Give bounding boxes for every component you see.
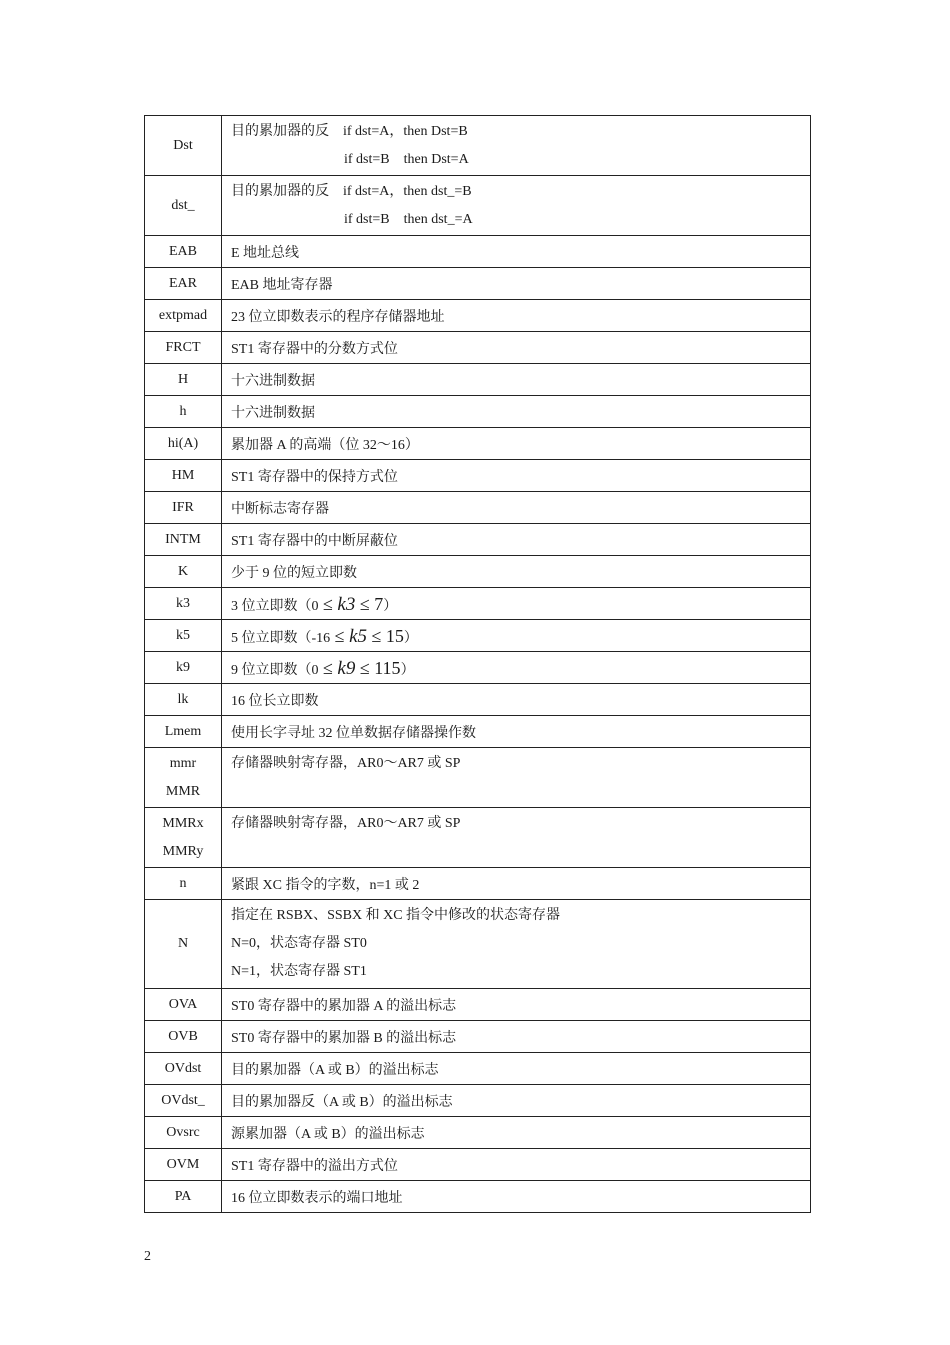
term-cell [145,428,222,460]
table-row [145,588,811,620]
description-cell [222,1181,811,1213]
description-line: 源累加器（A 或 B）的溢出标志 [231,1126,425,1142]
description-line [231,590,810,618]
description-cell [222,989,811,1021]
term-cell [145,620,222,652]
description-cell [222,492,811,524]
table-row [145,1021,811,1053]
term-text: h [179,403,187,419]
table-row [145,620,811,652]
term-text: H [177,371,189,387]
description-line: 累加器 A 的高端（位 32～16） [231,437,419,453]
description-line: 十六进制数据 [231,405,315,421]
term-cell [145,1117,222,1149]
description-line: N=0，状态寄存器 ST0 [231,936,367,951]
description-line: ST0 寄存器中的累加器 A 的溢出标志 [231,998,457,1014]
condition-text: if dst=B then dst_=A [344,211,473,227]
description-cell [222,332,811,364]
description-cell [222,556,811,588]
range-high: 7 [374,593,384,614]
description-line: EAB 地址寄存器 [231,277,333,293]
description-line: 紧跟 XC 指令的字数，n=1 或 2 [231,877,420,893]
term-cell [145,556,222,588]
term-cell [145,808,222,868]
table-row [145,868,811,900]
description-line: 目的累加器反（A 或 B）的溢出标志 [231,1094,453,1110]
description-line: 中断标志寄存器 [231,501,329,517]
table-row [145,808,811,868]
description-cell [222,300,811,332]
description-cell [222,1021,811,1053]
description-cell [222,1085,811,1117]
term-text: N [177,936,189,951]
range-low: -16 [311,630,331,646]
term-cell [145,364,222,396]
table-row [145,1117,811,1149]
term-text: OVM [166,1156,200,1172]
term-cell [145,1181,222,1213]
description-cell [222,1053,811,1085]
description-cell [222,1149,811,1181]
description-line [231,146,810,174]
term-text: OVA [168,996,198,1012]
description-prefix: 3 位立即数（ [231,598,312,614]
term-cell [145,1053,222,1085]
term-cell [145,396,222,428]
term-text: extpmad [158,307,208,323]
spacer [231,838,810,866]
term-cell [145,868,222,900]
term-cell [145,492,222,524]
description-cell [222,176,811,236]
description-prefix: 5 位立即数（ [231,630,312,646]
term-cell [145,332,222,364]
table-row [145,748,811,808]
description-line [231,206,810,234]
range-variable: k5 [349,625,367,647]
description-line: 指定在 RSBX、SSBX 和 XC 指令中修改的状态寄存器 [231,908,561,923]
term-text: EAB [169,243,197,259]
range-high: 15 [385,625,404,646]
term-cell [145,684,222,716]
table-row [145,396,811,428]
term-text: k3 [176,595,190,611]
term-text: K [177,563,189,579]
description-line: 存储器映射寄存器，AR0～AR7 或 SP [231,755,461,771]
condition-text: if dst=A，then Dst=B [343,123,468,139]
description-cell [222,900,811,989]
table-row [145,492,811,524]
symbol-definition-table [144,115,811,1213]
table-row [145,684,811,716]
table-row [145,900,811,989]
term-text: EAR [169,275,197,291]
term-text: hi(A) [167,435,199,451]
range-low: 0 [311,662,319,678]
term-cell [145,716,222,748]
range-high: 115 [374,657,401,678]
description-line: 16 位立即数表示的端口地址 [231,1190,403,1206]
term-cell [145,652,222,684]
term-text: Dst [173,137,193,153]
term-cell [145,748,222,808]
description-cell [222,748,811,808]
le-symbol: ≤ [355,593,375,614]
table-row [145,428,811,460]
table-row [145,716,811,748]
term-text: mmr [169,755,197,771]
description-line [231,622,810,650]
description-line [231,118,810,146]
description-cell [222,236,811,268]
description-cell [222,1117,811,1149]
description-cell [222,620,811,652]
term-text: k5 [176,627,190,643]
range-low: 0 [311,598,319,614]
term-text: FRCT [165,339,201,355]
term-text: OVdst [164,1060,202,1076]
le-symbol: ≤ [355,657,375,678]
description-line: ST1 寄存器中的保持方式位 [231,469,398,485]
term-cell [145,116,222,176]
table-row [145,652,811,684]
table-row [145,176,811,236]
term-cell [145,900,222,989]
description-line: N=1，状态寄存器 ST1 [231,964,367,979]
description-line: ST1 寄存器中的溢出方式位 [231,1158,398,1174]
range-variable: k9 [337,657,356,679]
description-line: ST1 寄存器中的中断屏蔽位 [231,533,398,549]
description-line: 少于 9 位的短立即数 [231,565,357,581]
term-cell [145,989,222,1021]
condition-text: if dst=B then Dst=A [344,151,469,167]
table-row [145,1053,811,1085]
table-row [145,1085,811,1117]
table-row [145,268,811,300]
le-symbol: ≤ [330,625,350,646]
term-text: MMR [165,783,201,799]
description-cell [222,808,811,868]
description-suffix: ） [383,598,398,614]
description-cell [222,868,811,900]
description-suffix: ） [400,662,415,678]
description-line: E 地址总线 [231,245,300,261]
term-cell [145,300,222,332]
table-row [145,332,811,364]
table-row [145,1149,811,1181]
table-body [145,116,811,1213]
table-row [145,989,811,1021]
table-row [145,1181,811,1213]
term-text: dst_ [171,197,195,213]
table-row [145,364,811,396]
description-line: 使用长字寻址 32 位单数据存储器操作数 [231,725,476,741]
le-symbol: ≤ [318,657,338,678]
range-variable: k3 [337,593,356,615]
term-cell [145,460,222,492]
table-row [145,116,811,176]
description-cell [222,716,811,748]
term-cell [145,268,222,300]
description-line: 目的累加器（A 或 B）的溢出标志 [231,1062,439,1078]
description-line [231,178,810,206]
term-text: lk [177,691,189,707]
term-text: Ovsrc [166,1124,200,1140]
term-text: IFR [172,499,194,515]
le-symbol: ≤ [367,625,386,646]
term-text: PA [174,1188,192,1204]
description-cell [222,684,811,716]
description-label: 目的累加器的反 [231,123,329,139]
term-text: Lmem [164,723,202,739]
description-line: 存储器映射寄存器，AR0～AR7 或 SP [231,815,461,831]
term-text: INTM [165,531,201,547]
le-symbol: ≤ [318,593,338,614]
term-text: n [179,875,187,891]
term-cell [145,1149,222,1181]
page-number: 2 [144,1249,151,1264]
table-row [145,460,811,492]
term-cell [145,524,222,556]
description-line: 十六进制数据 [231,373,315,389]
description-cell [222,396,811,428]
term-text: MMRy [162,843,204,859]
term-text: OVdst_ [161,1092,205,1108]
term-cell [145,176,222,236]
condition-text: if dst=A，then dst_=B [343,183,472,199]
description-cell [222,364,811,396]
spacer [231,778,810,806]
description-line: 16 位长立即数 [231,693,319,709]
description-label: 目的累加器的反 [231,183,329,199]
term-cell [145,1021,222,1053]
description-line [231,654,810,682]
term-cell [145,588,222,620]
table-row [145,524,811,556]
description-line: ST1 寄存器中的分数方式位 [231,341,398,357]
description-cell [222,524,811,556]
description-cell [222,588,811,620]
term-text: HM [171,467,195,483]
term-text: OVB [168,1028,198,1044]
term-text: MMRx [162,815,204,831]
table-row [145,556,811,588]
table-row [145,300,811,332]
description-cell [222,652,811,684]
description-line: 23 位立即数表示的程序存储器地址 [231,309,445,325]
description-cell [222,460,811,492]
term-text: k9 [176,659,190,675]
description-cell [222,428,811,460]
term-cell [145,1085,222,1117]
description-prefix: 9 位立即数（ [231,662,312,678]
description-cell [222,116,811,176]
description-suffix: ） [403,630,418,646]
term-cell [145,236,222,268]
description-cell [222,268,811,300]
description-line: ST0 寄存器中的累加器 B 的溢出标志 [231,1030,457,1046]
table-row [145,236,811,268]
